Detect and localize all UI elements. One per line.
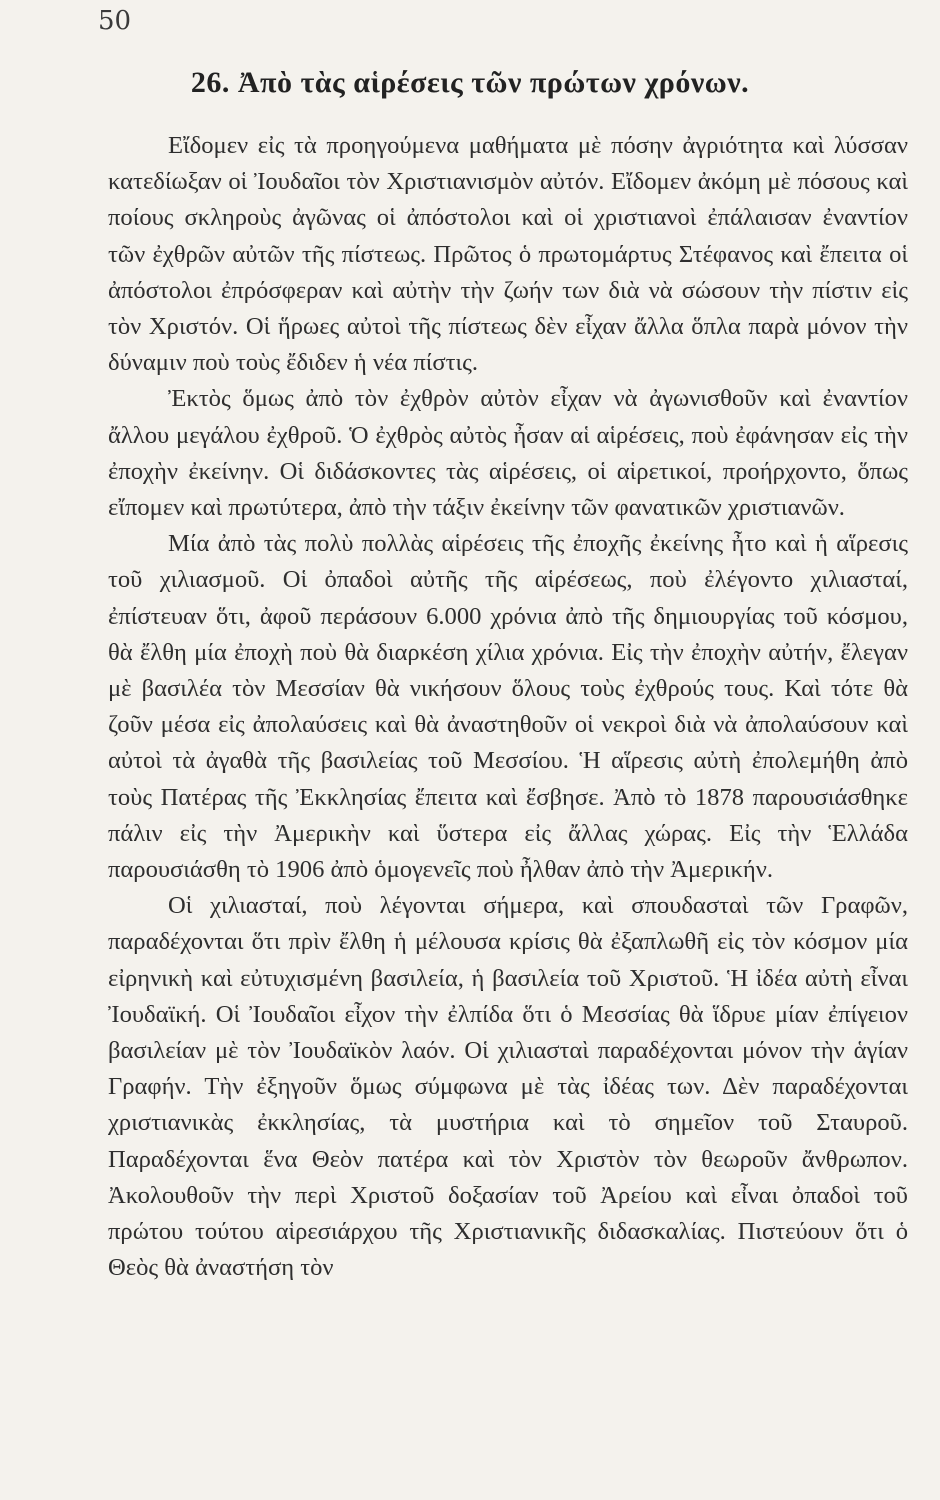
paragraph: Οἱ χιλιασταί, ποὺ λέγονται σήμερα, καὶ σπουδασταὶ τῶν Γραφῶν, παραδέχονται ὅτι πρὶν ἔλθη ἡ μέλουσα κρίσις θὰ ἐξαπλωθῆ εἰς τὸν κόσμον μία εἰρηνικὴ καὶ εὐτυχισμένη βασιλεία, ἡ βασιλεία τοῦ Χριστοῦ. Ἡ ἰδέα αὐτὴ εἶναι Ἰουδαϊκή. Οἱ Ἰουδαῖοι εἶχον τὴν ἐλπίδα ὅτι ὁ Μεσσίας θὰ ἵδρυε μίαν ἐπίγειον βασιλείαν μὲ τὸν Ἰουδαϊκὸν λαόν. Οἱ χιλιασταὶ παραδέχονται μόνον τὴν ἁγίαν Γραφήν. Τὴν ἐξηγοῦν ὅμως σύμφωνα μὲ τὰς ἰδέας των. Δὲν παραδέχονται χριστιανικὰς ἐκκλησίας, τὰ μυστήρια καὶ τὸ σημεῖον τοῦ Σταυροῦ. Παραδέχονται ἕνα Θεὸν πατέρα καὶ τὸν Χριστὸν τὸν θεωροῦν ἄνθρωπον. Ἀκολουθοῦν τὴν περὶ Χριστοῦ δοξασίαν τοῦ Ἀρείου καὶ εἶναι ὀπαδοὶ τοῦ πρώτου τούτου αἱρεσιάρχου τῆς Χριστιανικῆς διδασκαλίας. Πιστεύουν ὅτι ὁ Θεὸς θὰ ἀναστήση τὸν (108, 892, 908, 1282)
paragraph: Μία ἀπὸ τὰς πολὺ πολλὰς αἱρέσεις τῆς ἐποχῆς ἐκείνης ἦτο καὶ ἡ αἵρεσις τοῦ χιλιασμοῦ. Οἱ ὀπαδοὶ αὐτῆς τῆς αἱρέσεως, ποὺ ἐλέγοντο χιλιασταί, ἐπίστευαν ὅτι, ἀφοῦ περάσουν 6.000 χρόνια ἀπὸ τῆς δημιουργίας τοῦ κόσμου, θὰ ἔλθη μία ἐποχὴ ποὺ θὰ διαρκέση χίλια χρόνια. Εἰς τὴν ἐποχὴν αὐτήν, ἔλεγαν μὲ βασιλέα τὸν Μεσσίαν θὰ νικήσουν ὅλους τοὺς ἐχθρούς τους. Καὶ τότε θὰ ζοῦν μέσα εἰς ἀπολαύσεις καὶ θὰ ἀναστηθοῦν οἱ νεκροὶ διὰ νὰ ἀπολαύσουν καὶ αὐτοὶ τὰ ἀγαθὰ τῆς βασιλείας τοῦ Μεσσίου. Ἡ αἵρεσις αὐτὴ ἐπολεμήθη ἀπὸ τοὺς Πατέρας τῆς Ἐκκλησίας ἔπειτα καὶ ἔσβησε. Ἀπὸ τὸ 1878 παρουσιάσθηκε πάλιν εἰς τὴν Ἀμερικὴν καὶ ὕστερα εἰς ἄλλας χώρας. Εἰς τὴν Ἑλλάδα παρουσιάσθη τὸ 1906 ἀπὸ ὁμογενεῖς ποὺ ἦλθαν ἀπὸ τὴν Ἀμερικήν. (108, 530, 908, 884)
page-number: 50 (98, 6, 132, 36)
chapter-title: 26. Ἀπὸ τὰς αἱρέσεις τῶν πρώτων χρόνων. (190, 66, 750, 99)
paragraph: Ἐκτὸς ὅμως ἀπὸ τὸν ἐχθρὸν αὐτὸν εἶχαν νὰ ἀγωνισθοῦν καὶ ἐναντίον ἄλλου μεγάλου ἐχθροῦ. Ὁ ἐχθρὸς αὐτὸς ἦσαν αἱ αἱρέσεις, ποὺ ἐφάνησαν εἰς τὴν ἐποχὴν ἐκείνην. Οἱ διδάσκοντες τὰς αἱρέσεις, οἱ αἱρετικοί, προήρχοντο, ὅπως εἴπομεν καὶ πρωτύτερα, ἀπὸ τὴν τάξιν ἐκείνην τῶν φανατικῶν χριστιανῶν. (108, 385, 908, 522)
body-text (108, 128, 908, 1287)
paragraph: Εἴδομεν εἰς τὰ προηγούμενα μαθήματα μὲ πόσην ἀγριότητα καὶ λύσσαν κατεδίωξαν οἱ Ἰουδαῖοι τὸν Χριστιανισμὸν αὐτόν. Εἴδομεν ἀκόμη μὲ πόσους καὶ ποίους σκληροὺς ἀγῶνας οἱ ἀπόστολοι καὶ οἱ χριστιανοὶ ἐπάλαισαν ἐναντίον τῶν ἐχθρῶν αὐτῶν τῆς πίστεως. Πρῶτος ὁ πρωτομάρτυς Στέφανος καὶ ἔπειτα οἱ ἀπόστολοι ἐπρόσφεραν καὶ αὐτὴν τὴν ζωήν των διὰ νὰ σώσουν τὴν πίστιν εἰς τὸν Χριστόν. Οἱ ἥρωες αὐτοὶ τῆς πίστεως δὲν εἶχαν ἄλλα ὅπλα παρὰ μόνον τὴν δύναμιν ποὺ τοὺς ἔδιδεν ἡ νέα πίστις. (108, 132, 908, 377)
